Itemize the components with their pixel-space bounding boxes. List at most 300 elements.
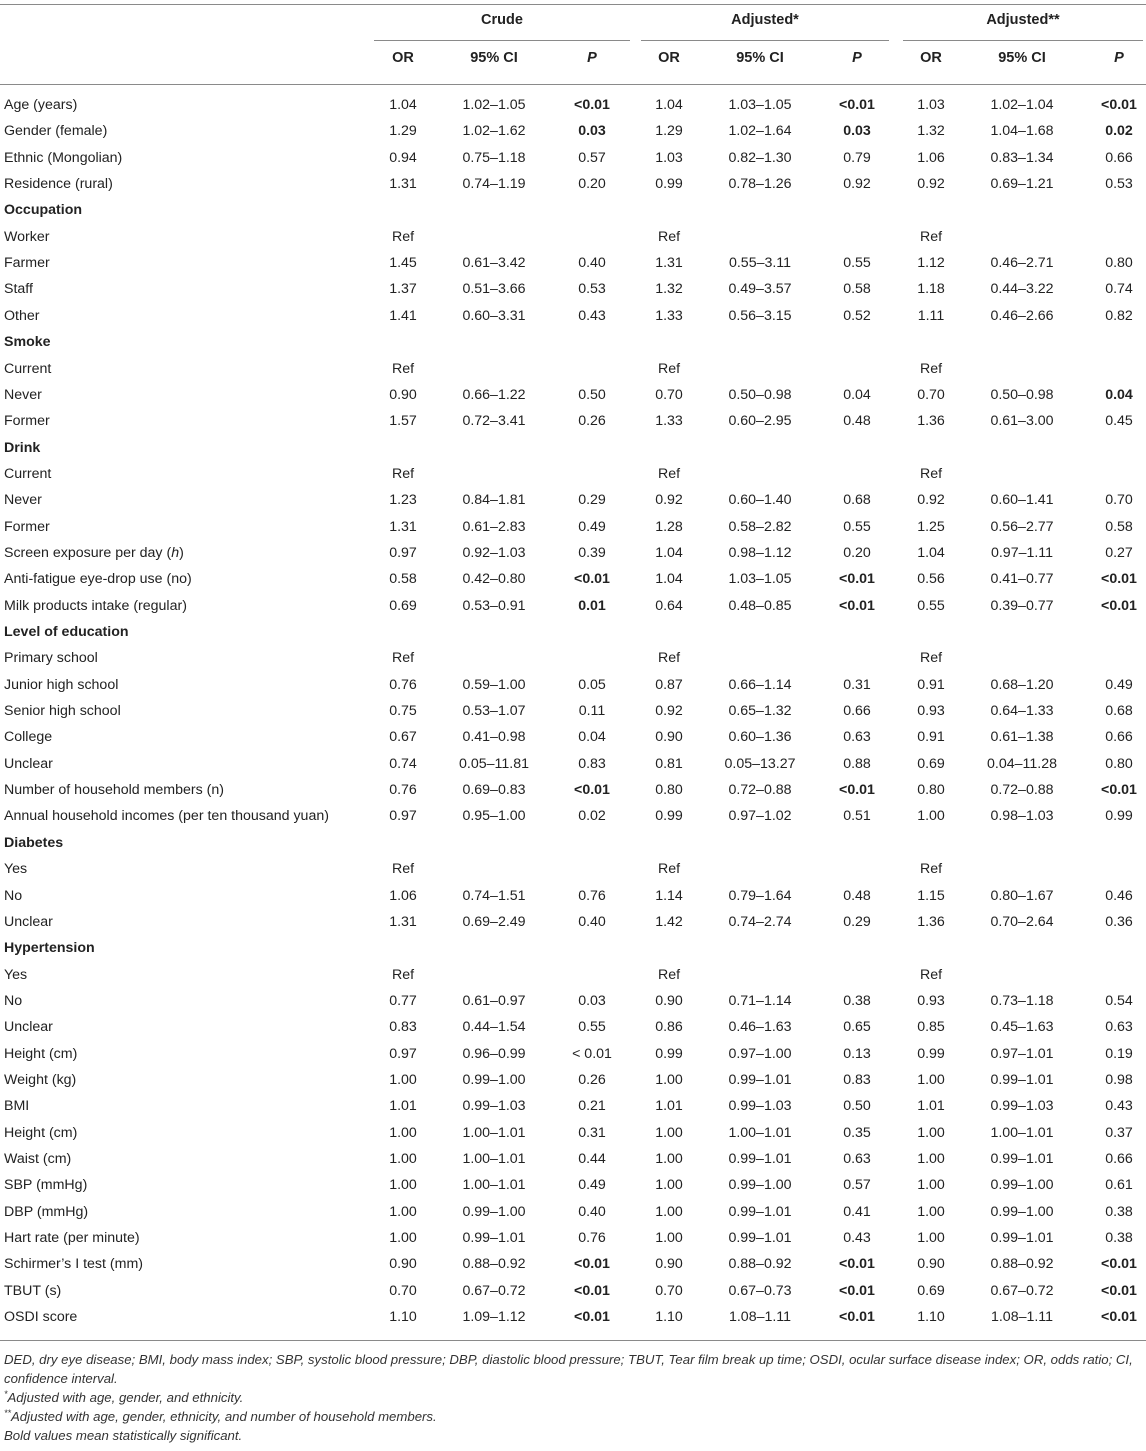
table-row [0, 962, 1146, 988]
cell-or: 1.31 [655, 255, 683, 272]
cell-p: <0.01 [1101, 597, 1137, 614]
cell-or: 1.10 [655, 1309, 683, 1326]
cell-or: 0.99 [917, 1045, 945, 1062]
cell-or: 0.75 [389, 703, 417, 720]
cell-or: 1.31 [389, 518, 417, 535]
table-row [0, 461, 1146, 487]
footnote-bold: Bold values mean statistically significant. [4, 1428, 243, 1443]
cell-ci: 0.99–1.03 [990, 1098, 1054, 1115]
table-section-header [0, 830, 1146, 856]
cell-ci: 1.02–1.62 [462, 123, 526, 140]
cell-or: Ref [919, 228, 943, 245]
cell-p: 0.01 [578, 597, 606, 614]
cell-or: 1.03 [917, 97, 945, 113]
cell-ci: 0.88–0.92 [728, 1256, 792, 1273]
cell-or: 0.76 [389, 782, 417, 799]
table-row [0, 1251, 1146, 1277]
cell-ci: 0.60–1.36 [728, 729, 792, 746]
row-label: Residence (rural) [4, 176, 113, 193]
subheader-or: OR [392, 50, 414, 66]
cell-ci: 0.60–1.40 [728, 492, 792, 509]
cell-or: 0.93 [917, 992, 945, 1009]
cell-p: 0.44 [578, 1151, 606, 1167]
cell-or: 1.32 [655, 281, 683, 298]
cell-ci: 0.99–1.03 [462, 1098, 526, 1115]
cell-p: 0.40 [578, 1203, 606, 1220]
cell-or: 0.92 [917, 176, 945, 193]
cell-ci: 1.09–1.12 [462, 1309, 526, 1326]
cell-or: 0.56 [917, 571, 945, 588]
cell-ci: 0.61–3.00 [990, 413, 1054, 430]
row-label: Never [4, 386, 42, 403]
subheader-or: OR [658, 50, 680, 66]
cell-ci: 0.42–0.80 [462, 571, 526, 588]
row-label: Yes [4, 861, 28, 878]
row-label: TBUT (s) [4, 1282, 62, 1299]
cell-p: 0.48 [843, 887, 871, 904]
cell-p: 0.57 [578, 149, 606, 166]
cell-or: 1.01 [389, 1098, 417, 1115]
row-label: Anti-fatigue eye-drop use (no) [4, 571, 192, 588]
cell-ci: 0.72–3.41 [462, 413, 526, 430]
row-label: Hart rate (per minute) [4, 1230, 140, 1247]
row-label: Junior high school [4, 676, 119, 693]
cell-ci: 0.74–1.19 [462, 176, 526, 193]
cell-or: 0.90 [389, 386, 417, 403]
row-label: Annual household incomes (per ten thousand yuan) [4, 808, 329, 825]
cell-or: 1.36 [917, 913, 945, 930]
cell-p: 0.51 [843, 808, 871, 825]
cell-ci: 1.00–1.01 [462, 1151, 526, 1167]
cell-ci: 0.53–0.91 [462, 597, 526, 614]
cell-p: 0.35 [843, 1124, 871, 1141]
cell-ci: 0.66–1.14 [728, 676, 792, 693]
cell-p: 0.27 [1105, 544, 1133, 561]
cell-ci: 0.98–1.03 [990, 808, 1054, 825]
cell-or: 0.70 [389, 1282, 417, 1299]
cell-or: 1.32 [917, 123, 945, 140]
cell-ci: 0.53–1.07 [462, 703, 526, 720]
cell-ci: 0.44–3.22 [990, 281, 1054, 298]
cell-or: 0.69 [389, 597, 417, 614]
cell-or: 1.33 [655, 307, 683, 324]
cell-p: 0.43 [843, 1230, 871, 1247]
cell-ci: 0.98–1.12 [728, 544, 792, 561]
cell-ci: 1.00–1.01 [728, 1124, 792, 1141]
cell-p: 0.41 [843, 1203, 871, 1220]
cell-p: 0.49 [1105, 676, 1133, 693]
cell-ci: 0.56–3.15 [728, 307, 792, 324]
cell-p: 0.52 [843, 307, 871, 324]
cell-or: 0.77 [389, 992, 417, 1009]
table-row [0, 276, 1146, 302]
cell-ci: 0.46–2.66 [990, 307, 1054, 324]
cell-or: 0.90 [389, 1256, 417, 1273]
cell-ci: 0.60–2.95 [728, 413, 792, 430]
table-section-header [0, 329, 1146, 355]
top-rule [0, 4, 1146, 5]
cell-p: 0.66 [1105, 729, 1133, 746]
table-row [0, 487, 1146, 513]
cell-ci: 0.99–1.01 [728, 1203, 792, 1220]
header-rule [0, 84, 1146, 85]
cell-ci: 0.80–1.67 [990, 887, 1054, 904]
cell-p: 0.92 [843, 176, 871, 193]
cell-or: 1.42 [655, 913, 683, 930]
table-section-header [0, 935, 1146, 961]
table-row [0, 514, 1146, 540]
cell-ci: 0.39–0.77 [990, 597, 1054, 614]
cell-ci: 0.69–2.49 [462, 913, 526, 930]
cell-or: 1.25 [917, 518, 945, 535]
cell-p: 0.50 [578, 386, 606, 403]
cell-or: 1.37 [389, 281, 417, 298]
cell-p: 0.65 [843, 1019, 871, 1036]
cell-p: 0.38 [843, 992, 871, 1009]
cell-or: 1.57 [389, 413, 417, 430]
cell-or: 1.04 [655, 544, 683, 561]
cell-or: 0.97 [389, 544, 417, 561]
cell-p: 0.57 [843, 1177, 871, 1194]
cell-p: 0.13 [843, 1045, 871, 1062]
cell-or: 0.70 [655, 1282, 683, 1299]
cell-p: 0.38 [1105, 1203, 1133, 1220]
table-row [0, 1199, 1146, 1225]
cell-p: 0.04 [843, 386, 871, 403]
cell-p: <0.01 [574, 1282, 610, 1299]
cell-or: Ref [919, 360, 943, 377]
cell-p: <0.01 [574, 1309, 610, 1326]
cell-p: 0.68 [1105, 703, 1133, 720]
subheader-p: P [587, 50, 597, 66]
cell-p: 0.03 [578, 992, 606, 1009]
cell-or: 0.92 [917, 492, 945, 509]
cell-p: 0.55 [843, 255, 871, 272]
cell-or: 1.10 [389, 1309, 417, 1326]
row-label: Worker [4, 228, 50, 245]
cell-p: <0.01 [574, 782, 610, 799]
cell-ci: 0.99–1.00 [462, 1071, 526, 1088]
cell-or: 1.00 [917, 808, 945, 825]
cell-or: 1.00 [655, 1071, 683, 1088]
cell-or: Ref [657, 228, 681, 245]
cell-p: 0.54 [1105, 992, 1133, 1009]
table-row [0, 1172, 1146, 1198]
cell-or: 0.93 [917, 703, 945, 720]
table-row [0, 883, 1146, 909]
subheader-ci: 95% CI [470, 50, 518, 66]
cell-p: 0.58 [1105, 518, 1133, 535]
cell-ci: 1.02–1.64 [728, 123, 792, 140]
cell-p: 0.38 [1105, 1230, 1133, 1247]
row-label: Primary school [4, 650, 98, 667]
row-label: Other [4, 307, 40, 324]
table-row [0, 1120, 1146, 1146]
cell-or: 0.69 [917, 755, 945, 772]
cell-or: 1.29 [389, 123, 417, 140]
cell-ci: 1.03–1.05 [728, 571, 792, 588]
cell-or: 1.18 [917, 281, 945, 298]
row-label: BMI [4, 1098, 30, 1115]
cell-or: 0.90 [655, 729, 683, 746]
cell-p: 0.99 [1105, 808, 1133, 825]
cell-or: 0.85 [917, 1019, 945, 1036]
cell-p: 0.04 [578, 729, 606, 746]
cell-p: <0.01 [1101, 782, 1137, 799]
cell-p: 0.31 [843, 676, 871, 693]
cell-p: <0.01 [839, 1282, 875, 1299]
cell-or: 1.00 [917, 1151, 945, 1167]
cell-or: 1.31 [389, 913, 417, 930]
row-label: Never [4, 492, 42, 509]
cell-p: 0.02 [1105, 123, 1133, 140]
table-row [0, 593, 1146, 619]
cell-ci: 0.48–0.85 [728, 597, 792, 614]
table-row [0, 145, 1146, 171]
cell-ci: 1.08–1.11 [990, 1309, 1054, 1326]
subheader-p: P [1114, 50, 1124, 66]
cell-p: 0.53 [1105, 176, 1133, 193]
table-row [0, 1067, 1146, 1093]
cell-ci: 0.61–3.42 [462, 255, 526, 272]
cell-p: 0.20 [578, 176, 606, 193]
cell-or: 1.00 [917, 1230, 945, 1247]
cell-or: Ref [657, 465, 681, 482]
cell-p: 0.03 [578, 123, 606, 140]
row-label: Height (cm) [4, 1124, 78, 1141]
cell-p: 0.63 [1105, 1019, 1133, 1036]
cell-or: 1.00 [655, 1124, 683, 1141]
cell-or: Ref [657, 360, 681, 377]
cell-or: 1.23 [389, 492, 417, 509]
group-rule-adjusted2 [903, 40, 1143, 41]
cell-ci: 0.99–1.01 [990, 1230, 1054, 1247]
cell-or: Ref [919, 465, 943, 482]
cell-or: 0.92 [655, 492, 683, 509]
row-label: Hypertension [4, 940, 95, 957]
cell-p: <0.01 [839, 597, 875, 614]
cell-ci: 0.49–3.57 [728, 281, 792, 298]
cell-ci: 0.97–1.00 [728, 1045, 792, 1062]
cell-ci: 0.65–1.32 [728, 703, 792, 720]
cell-p: < 0.01 [572, 1045, 612, 1062]
table-row [0, 250, 1146, 276]
cell-ci: 0.05–11.81 [459, 755, 529, 772]
cell-ci: 0.55–3.11 [728, 255, 792, 272]
cell-or: 1.00 [917, 1177, 945, 1194]
cell-ci: 1.00–1.01 [462, 1177, 526, 1194]
cell-or: 1.00 [917, 1203, 945, 1220]
cell-p: 0.74 [1105, 281, 1133, 298]
cell-p: 0.63 [843, 729, 871, 746]
cell-or: 1.00 [655, 1177, 683, 1194]
subheader-ci: 95% CI [998, 50, 1046, 66]
cell-ci: 0.46–1.63 [728, 1019, 792, 1036]
cell-or: 0.80 [655, 782, 683, 799]
table-row [0, 382, 1146, 408]
cell-ci: 0.99–1.01 [728, 1071, 792, 1088]
cell-ci: 0.69–1.21 [990, 176, 1054, 193]
cell-ci: 0.75–1.18 [462, 149, 526, 166]
cell-ci: 0.88–0.92 [990, 1256, 1054, 1273]
table-row [0, 118, 1146, 144]
cell-p: <0.01 [1101, 1256, 1137, 1273]
row-label: No [4, 992, 23, 1009]
cell-or: Ref [657, 966, 681, 983]
cell-ci: 0.88–0.92 [462, 1256, 526, 1273]
subheader-ci: 95% CI [736, 50, 784, 66]
cell-or: 1.31 [389, 176, 417, 193]
cell-or: 0.83 [389, 1019, 417, 1036]
cell-or: 0.94 [389, 149, 417, 166]
cell-or: 0.70 [655, 386, 683, 403]
table-row [0, 751, 1146, 777]
cell-or: 0.97 [389, 808, 417, 825]
cell-ci: 0.74–1.51 [462, 887, 526, 904]
cell-p: <0.01 [1101, 1309, 1137, 1326]
cell-or: Ref [391, 861, 415, 878]
table-row [0, 1093, 1146, 1119]
table-row [0, 224, 1146, 250]
row-label: Former [4, 413, 50, 430]
cell-or: 1.10 [917, 1309, 945, 1326]
row-label: Unclear [4, 913, 53, 930]
cell-p: <0.01 [1101, 571, 1137, 588]
table-row [0, 988, 1146, 1014]
cell-or: 1.01 [917, 1098, 945, 1115]
cell-p: <0.01 [1101, 1282, 1137, 1299]
cell-or: 1.00 [655, 1151, 683, 1167]
cell-or: 1.04 [655, 97, 683, 113]
cell-ci: 0.84–1.81 [462, 492, 526, 509]
table-section-header [0, 435, 1146, 461]
cell-ci: 0.99–1.00 [728, 1177, 792, 1194]
cell-or: 1.06 [389, 887, 417, 904]
cell-ci: 0.95–1.00 [462, 808, 526, 825]
cell-p: 0.39 [578, 544, 606, 561]
cell-or: 1.15 [917, 887, 945, 904]
cell-ci: 0.68–1.20 [990, 676, 1054, 693]
bottom-rule [0, 1340, 1146, 1341]
cell-ci: 0.99–1.01 [728, 1230, 792, 1247]
cell-p: 0.05 [578, 676, 606, 693]
cell-ci: 0.99–1.01 [462, 1230, 526, 1247]
table-row [0, 1278, 1146, 1304]
cell-ci: 0.92–1.03 [462, 544, 526, 561]
cell-ci: 0.78–1.26 [728, 176, 792, 193]
cell-p: 0.76 [578, 887, 606, 904]
cell-ci: 0.97–1.02 [728, 808, 792, 825]
cell-p: 0.20 [843, 544, 871, 561]
cell-p: 0.70 [1105, 492, 1133, 509]
cell-p: 0.43 [578, 307, 606, 324]
table-row [0, 645, 1146, 671]
cell-or: 1.03 [655, 149, 683, 166]
row-label: Staff [4, 281, 33, 298]
cell-or: 1.00 [389, 1203, 417, 1220]
cell-or: 1.00 [389, 1151, 417, 1167]
cell-or: 0.90 [917, 1256, 945, 1273]
cell-ci: 0.50–0.98 [728, 386, 792, 403]
cell-or: Ref [391, 650, 415, 667]
cell-ci: 0.99–1.01 [728, 1151, 792, 1167]
table-footnotes [4, 1350, 1142, 1445]
cell-or: 0.90 [655, 992, 683, 1009]
cell-or: 0.90 [655, 1256, 683, 1273]
cell-ci: 0.04–11.28 [987, 755, 1057, 772]
cell-ci: 0.64–1.33 [990, 703, 1054, 720]
cell-or: 1.14 [655, 887, 683, 904]
cell-p: 0.04 [1105, 386, 1133, 403]
group-header-crude: Crude [481, 12, 523, 28]
cell-ci: 0.83–1.34 [990, 149, 1054, 166]
cell-p: 0.40 [578, 913, 606, 930]
cell-ci: 0.51–3.66 [462, 281, 526, 298]
cell-or: 0.86 [655, 1019, 683, 1036]
cell-or: 1.00 [655, 1203, 683, 1220]
cell-ci: 0.97–1.01 [990, 1045, 1054, 1062]
cell-or: 0.92 [655, 703, 683, 720]
cell-p: 0.50 [843, 1098, 871, 1115]
cell-ci: 1.04–1.68 [990, 123, 1054, 140]
cell-ci: 0.99–1.00 [990, 1203, 1054, 1220]
table-row [0, 672, 1146, 698]
row-label: SBP (mmHg) [4, 1177, 88, 1194]
cell-ci: 0.05–13.27 [724, 755, 796, 772]
cell-ci: 0.61–0.97 [462, 992, 526, 1009]
row-label: Unclear [4, 755, 53, 772]
cell-ci: 0.96–0.99 [462, 1045, 526, 1062]
table-row [0, 566, 1146, 592]
cell-p: 0.55 [578, 1019, 606, 1036]
cell-or: 1.00 [389, 1124, 417, 1141]
cell-ci: 1.00–1.01 [462, 1124, 526, 1141]
cell-p: 0.02 [578, 808, 606, 825]
cell-p: 0.26 [578, 1071, 606, 1088]
cell-or: 0.97 [389, 1045, 417, 1062]
cell-or: 1.36 [917, 413, 945, 430]
cell-or: Ref [391, 228, 415, 245]
table-row [0, 540, 1146, 566]
cell-or: 1.33 [655, 413, 683, 430]
cell-or: 0.99 [655, 1045, 683, 1062]
cell-p: 0.63 [843, 1151, 871, 1167]
cell-or: 1.04 [655, 571, 683, 588]
row-label: Ethnic (Mongolian) [4, 149, 123, 166]
cell-or: 0.80 [917, 782, 945, 799]
table-row [0, 803, 1146, 829]
table-row [0, 356, 1146, 382]
table-row [0, 909, 1146, 935]
cell-p: 0.66 [1105, 1151, 1133, 1167]
row-label: Weight (kg) [4, 1071, 77, 1088]
cell-or: 1.41 [389, 307, 417, 324]
cell-ci: 0.46–2.71 [990, 255, 1054, 272]
row-label: Yes [4, 966, 28, 983]
cell-or: 1.00 [917, 1071, 945, 1088]
cell-or: Ref [919, 650, 943, 667]
table-row [0, 777, 1146, 803]
cell-p: 0.31 [578, 1124, 606, 1141]
cell-p: 0.45 [1105, 413, 1133, 430]
footnote-abbreviations: DED, dry eye disease; BMI, body mass index; SBP, systolic blood pressure; DBP, diastolic blood pressure; TBUT, Tear film break up time; OSDI, ocular surface disease index; OR, odds ratio; CI, confidence interval. [4, 1352, 1133, 1386]
row-label: Screen exposure per day (h) [4, 544, 184, 561]
cell-ci: 0.71–1.14 [728, 992, 792, 1009]
cell-ci: 0.67–0.72 [990, 1282, 1054, 1299]
cell-p: 0.26 [578, 413, 606, 430]
row-label: Level of education [4, 624, 129, 640]
cell-ci: 0.58–2.82 [728, 518, 792, 535]
